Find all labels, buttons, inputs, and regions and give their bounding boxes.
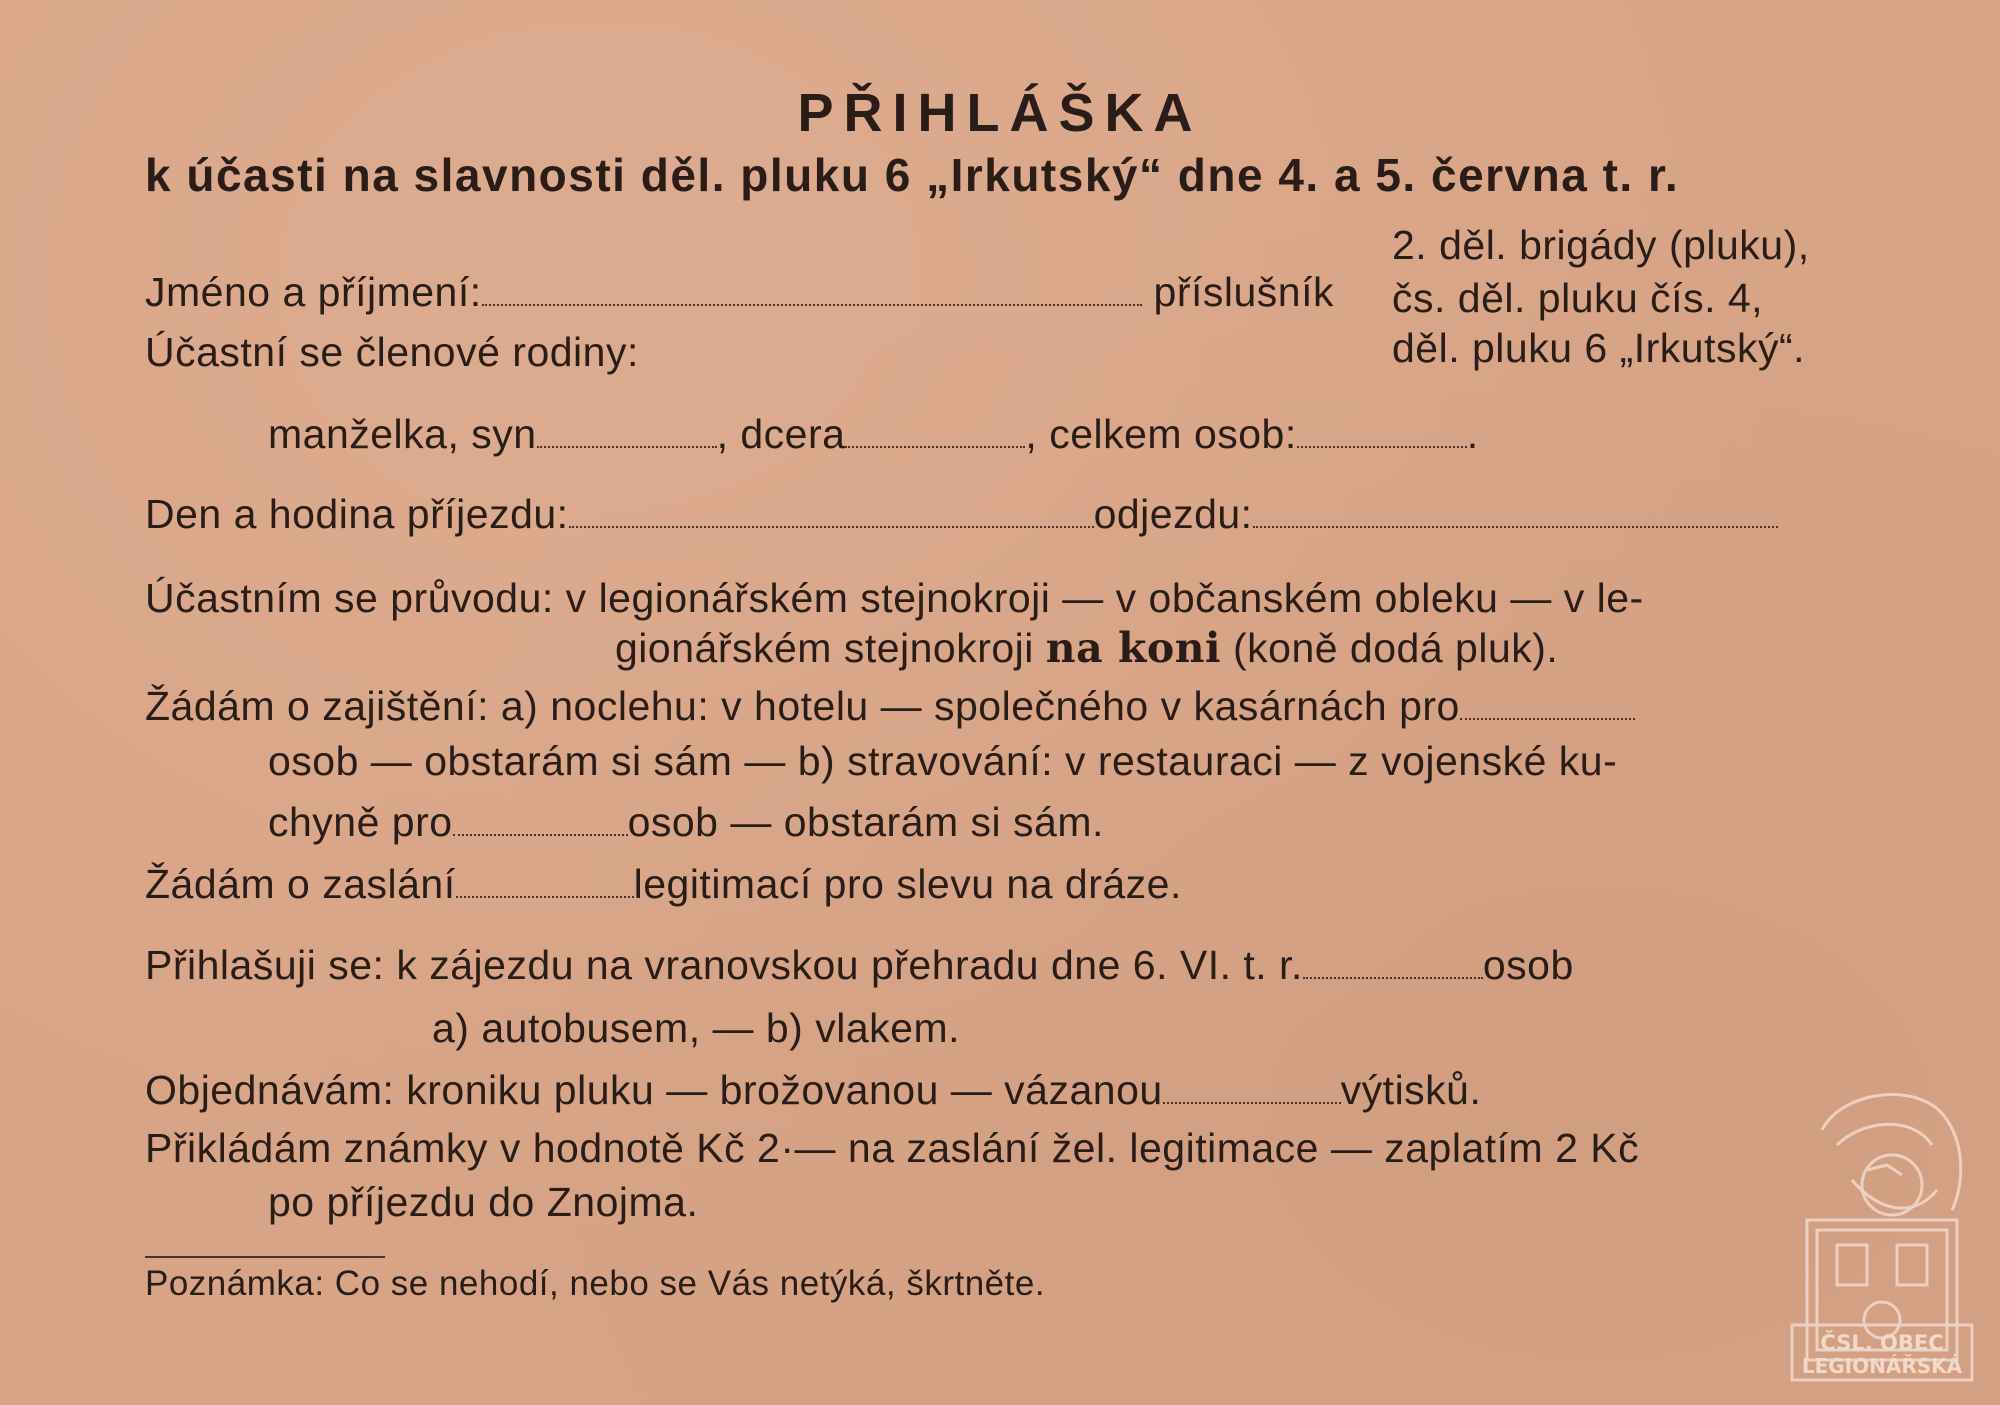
son-blank[interactable] [537, 416, 717, 448]
total-blank[interactable] [1297, 416, 1467, 448]
name-blank[interactable] [482, 274, 1142, 306]
total-label: , celkem osob: [1025, 411, 1297, 457]
stamp-line-2: LEGIONÁŘSKÁ [1801, 1354, 1963, 1378]
chronicle-row: Objednávám: kroniku pluku — brožovanou — vázanou výtisků. [145, 1067, 1482, 1113]
stamps-line-2: po příjezdu do Znojma. [268, 1179, 699, 1225]
period: . [1466, 411, 1479, 457]
on-horse-emphasis: na koni [1045, 624, 1222, 672]
stamp-line-1: ČSL. OBEC [1820, 1331, 1944, 1355]
arrival-row [145, 491, 1778, 537]
form-title: PŘIHLÁŠKA [797, 83, 1203, 143]
chronicle-count-blank[interactable] [1163, 1072, 1341, 1104]
trip-count-blank[interactable] [1303, 947, 1483, 979]
member-label: příslušník [1153, 269, 1334, 315]
barracks-count-blank[interactable] [1460, 688, 1635, 720]
arrival-blank[interactable] [569, 496, 1094, 528]
rail-pass-count-blank[interactable] [456, 866, 634, 898]
departure-blank[interactable] [1253, 496, 1778, 528]
trip-row: Přihlašuji se: k zájezdu na vranovskou přehradu dne 6. VI. t. r. osob [145, 942, 1574, 988]
departure-label: odjezdu: [1093, 491, 1253, 537]
name-label: Jméno a příjmení: [145, 269, 482, 315]
procession-line-2: gionářském stejnokroji na koni (koně dodá pluk). [615, 624, 1559, 672]
stamps-line-1: Přikládám známky v hodnotě Kč 2·— na zaslání žel. legitimace — zaplatím 2 Kč [145, 1125, 1640, 1171]
daughter-blank[interactable] [845, 416, 1025, 448]
wife-son-label: manželka, syn [268, 411, 537, 457]
member-unit-line-1: 2. děl. brigády (pluku), [1392, 222, 1810, 268]
member-unit-line-3: děl. pluku 6 „Irkutský“. [1392, 325, 1806, 371]
note: Poznámka: Co se nehodí, nebo se Vás netýká, škrtněte. [145, 1264, 1046, 1303]
member-unit-line-2: čs. děl. pluku čís. 4, [1392, 275, 1764, 321]
procession-line-1: Účastním se průvodu: v legionářském stejnokroji — v občanském obleku — v le- [145, 575, 1644, 621]
accommodation-line-2: osob — obstarám si sám — b) stravování: v restauraci — z vojenské ku- [268, 738, 1618, 784]
name-field-row [145, 269, 1334, 315]
arrival-label: Den a hodina příjezdu: [145, 491, 569, 537]
kitchen-count-blank[interactable] [453, 804, 628, 836]
daughter-label: , dcera [716, 411, 846, 457]
note-divider [145, 1256, 385, 1258]
form-subtitle: k účasti na slavnosti děl. pluku 6 „Irkutský“ dne 4. a 5. června t. r. [145, 149, 1680, 201]
trip-transport: a) autobusem, — b) vlakem. [432, 1005, 960, 1051]
family-row [268, 411, 1479, 457]
rail-pass-row: Žádám o zaslání legitimací pro slevu na dráze. [145, 861, 1182, 907]
accommodation-line-1: Žádám o zajištění: a) noclehu: v hotelu — společného v kasárnách pro [145, 686, 1635, 727]
accommodation-line-3: chyně pro osob — obstarám si sám. [268, 799, 1104, 845]
family-label: Účastní se členové rodiny: [145, 329, 639, 375]
legion-watermark-stamp [1782, 1070, 1982, 1385]
